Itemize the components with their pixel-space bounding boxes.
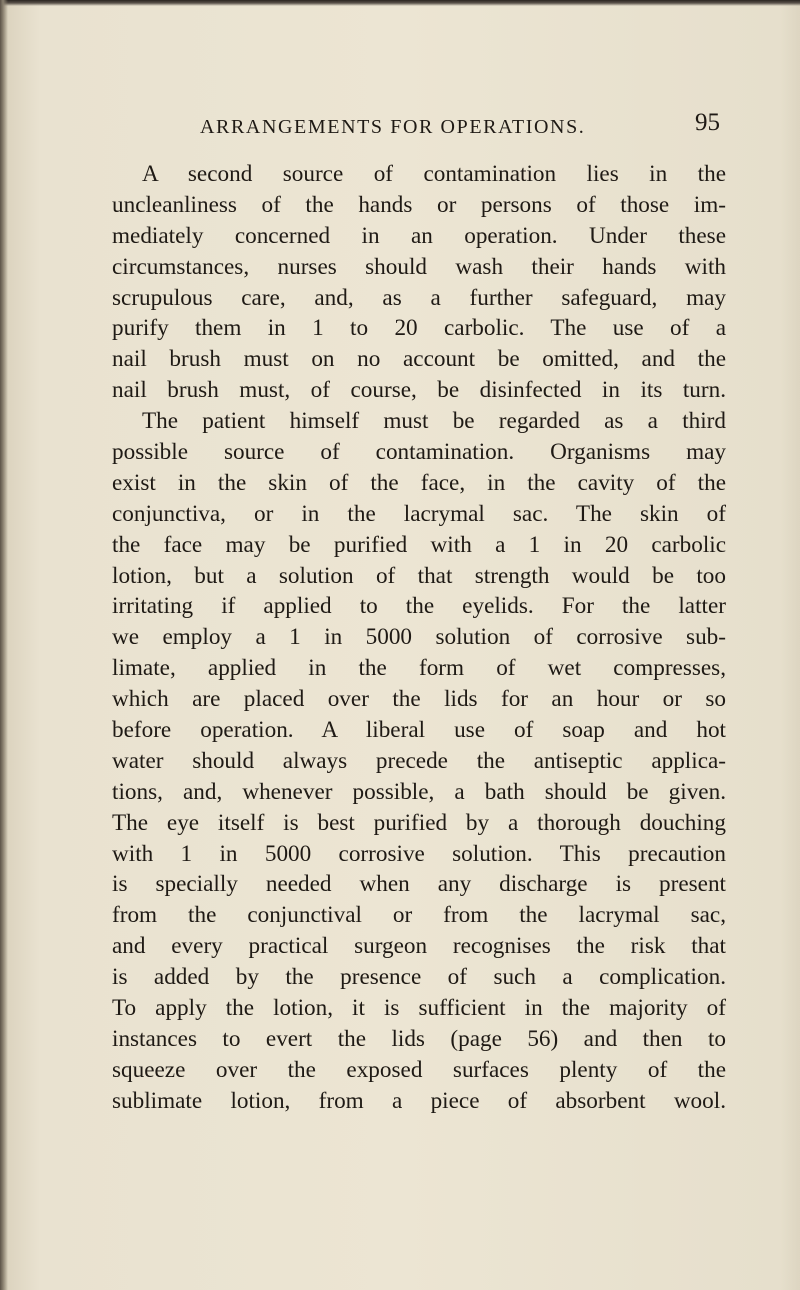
text-line: limate, applied in the form of wet compresses, <box>112 655 726 682</box>
text-line: squeeze over the exposed surfaces plenty of the <box>112 1056 726 1083</box>
text-line: instances to evert the lids (page 56) and then to <box>112 1025 726 1052</box>
text-line: we employ a 1 in 5000 solution of corrosive sub- <box>112 624 726 651</box>
text-line: exist in the skin of the face, in the cavity of the <box>112 469 726 496</box>
page-top-edge <box>0 0 800 6</box>
text-line: water should always precede the antiseptic applica- <box>112 747 726 774</box>
text-line: the face may be purified with a 1 in 20 carbolic <box>112 531 726 558</box>
text-line: scrupulous care, and, as a further safeguard, may <box>112 284 726 311</box>
text-line: purify them in 1 to 20 carbolic. The use of a <box>112 315 726 342</box>
page-number: 95 <box>695 109 720 136</box>
text-line: before operation. A liberal use of soap and hot <box>112 717 726 744</box>
text-line: irritating if applied to the eyelids. For the latter <box>112 593 726 620</box>
text-line: is added by the presence of such a complication. <box>112 964 726 991</box>
text-line: The patient himself must be regarded as a third <box>142 408 726 435</box>
text-line: circumstances, nurses should wash their hands with <box>112 253 726 280</box>
text-line: is specially needed when any discharge is present <box>112 871 726 898</box>
text-line: nail brush must on no account be omitted, and the <box>112 346 726 373</box>
text-line: from the conjunctival or from the lacrymal sac, <box>112 902 726 929</box>
text-line: A second source of contamination lies in the <box>142 161 726 187</box>
text-line: tions, and, whenever possible, a bath should be given. <box>112 778 726 805</box>
text-line: conjunctiva, or in the lacrymal sac. The skin of <box>112 500 726 527</box>
text-line: lotion, but a solution of that strength would be too <box>112 562 726 589</box>
page-header <box>200 109 720 142</box>
text-line: possible source of contamination. Organisms may <box>112 439 726 466</box>
running-head: ARRANGEMENTS FOR OPERATIONS. <box>200 116 586 138</box>
page-gutter-edge <box>0 0 8 1290</box>
text-line: To apply the lotion, it is sufficient in the majority of <box>112 995 726 1022</box>
text-line: which are placed over the lids for an hour or so <box>112 686 726 713</box>
body-text <box>112 159 726 1117</box>
text-line: sublimate lotion, from a piece of absorbent wool. <box>112 1087 726 1114</box>
text-line: uncleanliness of the hands or persons of those im- <box>112 191 726 218</box>
text-line: nail brush must, of course, be disinfected in its turn. <box>112 377 726 404</box>
text-line: and every practical surgeon recognises the risk that <box>112 933 726 960</box>
text-line: mediately concerned in an operation. Under these <box>112 222 726 249</box>
text-line: with 1 in 5000 corrosive solution. This precaution <box>112 840 726 867</box>
text-line: The eye itself is best purified by a thorough douching <box>112 809 726 836</box>
